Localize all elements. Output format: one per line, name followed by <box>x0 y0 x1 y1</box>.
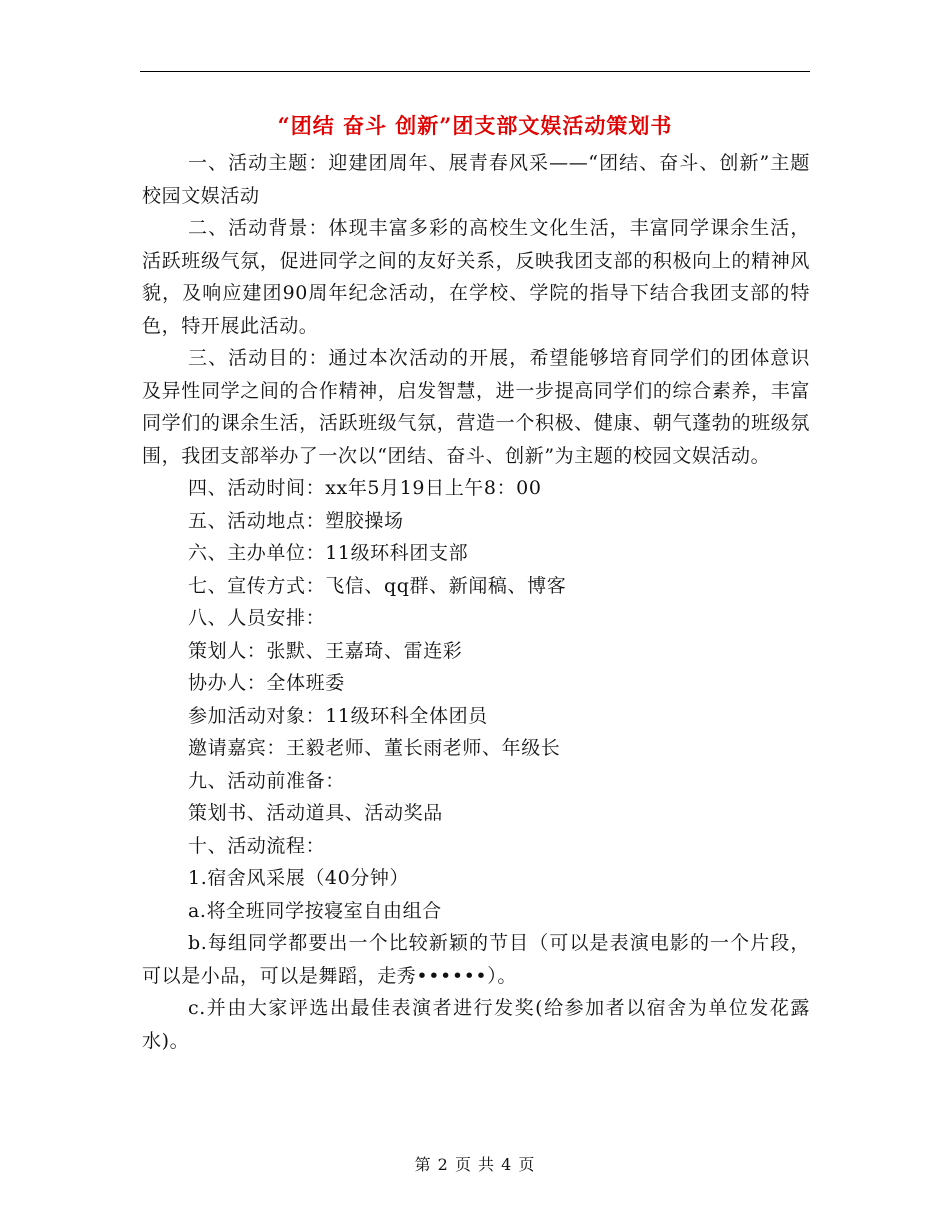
paragraph-process-step-b: b.每组同学都要出一个比较新颖的节目（可以是表演电影的一个片段，可以是小品，可以是舞蹈，走秀••••••）。 <box>142 932 810 987</box>
paragraph-process-heading: 十、活动流程： <box>188 834 326 857</box>
paragraph-staffing-heading: 八、人员安排： <box>188 607 326 629</box>
paragraph-preparation-items: 策划书、活动道具、活动奖品 <box>188 802 443 824</box>
paragraph-time: 四、活动时间：xx年5月19日上午8：00 <box>188 477 542 499</box>
paragraph-co-organizers: 协办人：全体班委 <box>188 672 345 694</box>
paragraph-theme: 一、活动主题：迎建团周年、展青春风采——“团结、奋斗、创新”主题校园文娱活动 <box>142 152 810 207</box>
page-number-footer: 第 2 页 共 4 页 <box>414 1155 536 1174</box>
paragraph-purpose: 三、活动目的：通过本次活动的开展，希望能够培育同学们的团体意识及异性同学之间的合作精神，启发智慧，进一步提高同学们的综合素养，丰富同学们的课余生活，活跃班级气氛，营造一个积极、健康、朝气蓬勃的班级氛围，我团支部举办了一次以“团结、奋斗、创新”为主题的校园文娱活动。 <box>142 347 810 467</box>
document-title: “团结 奋斗 创新”团支部文娱活动策划书 <box>277 113 673 138</box>
paragraph-location: 五、活动地点：塑胶操场 <box>188 509 404 532</box>
paragraph-background: 二、活动背景：体现丰富多彩的高校生文化生活，丰富同学课余生活，活跃班级气氛，促进同学之间的友好关系，反映我团支部的积极向上的精神风貌，及响应建团90周年纪念活动，在学校、学院的指导下结合我团支部的特色，特开展此活动。 <box>142 217 810 337</box>
paragraph-guests: 邀请嘉宾：王毅老师、董长雨老师、年级长 <box>188 737 561 759</box>
paragraph-participants: 参加活动对象：11级环科全体团员 <box>188 704 488 727</box>
paragraph-planners: 策划人：张默、王嘉琦、雷连彩 <box>188 639 463 662</box>
paragraph-process-step-c: c.并由大家评选出最佳表演者进行发奖(给参加者以宿舍为单位发花露水)。 <box>142 997 810 1052</box>
document-body <box>142 147 810 1057</box>
paragraph-preparation-heading: 九、活动前准备： <box>188 769 345 792</box>
paragraph-process-step-1: 1.宿舍风采展（40分钟） <box>188 867 410 889</box>
header-rule <box>140 71 810 72</box>
paragraph-organizer: 六、主办单位：11级环科团支部 <box>188 542 469 564</box>
paragraph-process-step-a: a.将全班同学按寝室自由组合 <box>188 899 442 922</box>
paragraph-publicity: 七、宣传方式：飞信、qq群、新闻稿、博客 <box>188 574 567 597</box>
